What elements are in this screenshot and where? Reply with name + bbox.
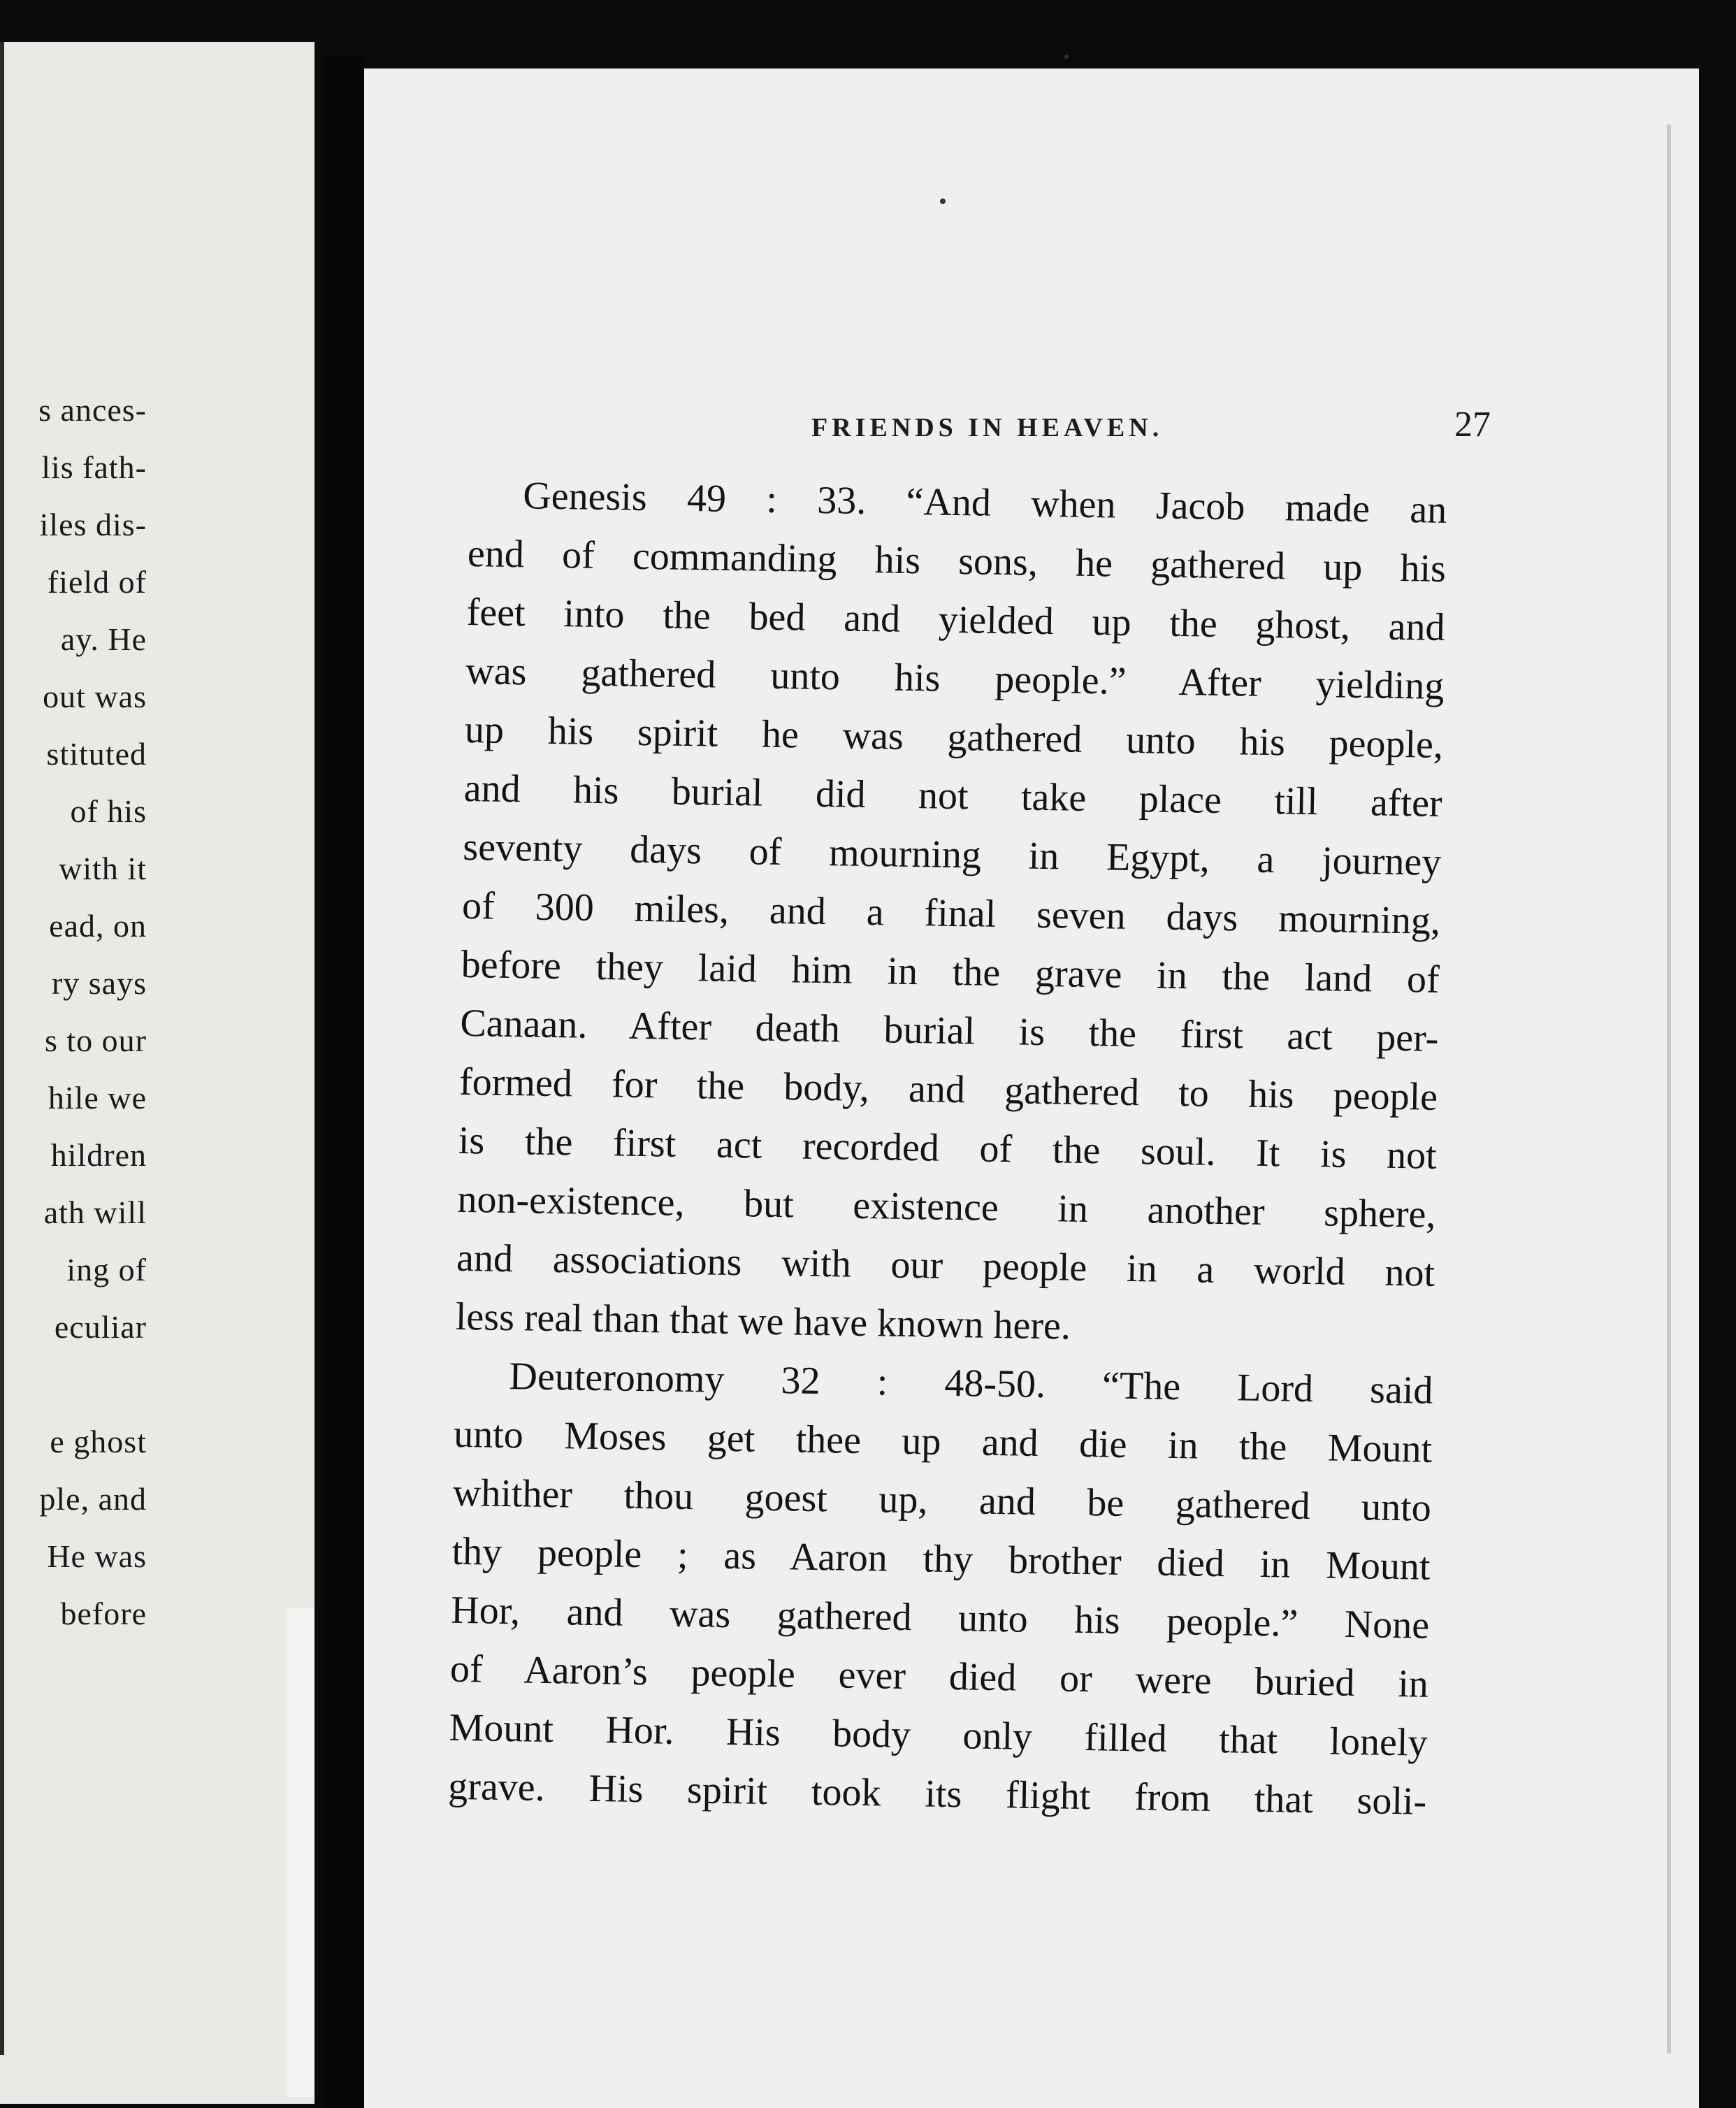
left-fragment: ead, on	[49, 908, 147, 944]
body-text	[447, 467, 1447, 1824]
gutter-strip	[287, 1608, 314, 2097]
running-head: FRIENDS IN HEAVEN.	[811, 413, 1164, 442]
left-fragment: ple, and	[39, 1481, 147, 1517]
body-line: seventy days of mourning in Egypt, a journey	[462, 825, 1442, 884]
body-line: Deuteronomy 32 : 48-50. “The Lord said	[509, 1355, 1433, 1413]
left-fragment: ay. He	[60, 621, 147, 657]
left-fragment: lis fath-	[41, 449, 147, 485]
left-facing-page	[0, 42, 314, 2104]
left-fragment: ry says	[51, 965, 147, 1001]
print-speck	[940, 198, 946, 204]
body-line: end of commanding his sons, he gathered up his	[467, 531, 1447, 591]
left-fragment: hile we	[48, 1080, 147, 1116]
body-line: Genesis 49 : 33. “And when Jacob made an	[522, 474, 1447, 532]
left-fragment: before	[60, 1596, 147, 1631]
body-line: non-existence, but existence in another sphere,	[457, 1177, 1436, 1236]
left-fragment: eculiar	[54, 1309, 147, 1345]
book-spine	[324, 56, 364, 2108]
body-line: unto Moses get thee up and die in the Mount	[453, 1412, 1433, 1471]
right-page	[364, 68, 1699, 2108]
left-fragment: e ghost	[50, 1424, 147, 1459]
left-fragment: stituted	[46, 736, 147, 772]
left-fragment: with it	[59, 851, 147, 886]
left-fragment: He was	[47, 1538, 147, 1574]
body-line: is the first act recorded of the soul. It is not	[458, 1118, 1438, 1178]
left-fragment: ing of	[66, 1252, 147, 1287]
body-line: formed for the body, and gathered to his people	[458, 1060, 1438, 1119]
left-fragment: s ances-	[38, 392, 147, 428]
body-line: of 300 miles, and a final seven days mourning,	[461, 883, 1441, 943]
body-line: whither thou goest up, and be gathered unto	[452, 1471, 1432, 1530]
body-line: before they laid him in the grave in the land of	[461, 942, 1440, 1002]
page-number: 27	[1454, 405, 1491, 445]
body-line: of Aaron’s people ever died or were buried in	[449, 1647, 1429, 1706]
left-fragment: out was	[43, 679, 147, 714]
body-line: Canaan. After death burial is the first act per-	[460, 1001, 1439, 1060]
body-line: and his burial did not take place till after	[463, 766, 1443, 825]
left-fragment: hildren	[50, 1137, 147, 1173]
body-line: Mount Hor. His body only filled that lonely	[449, 1705, 1428, 1765]
body-line: Hor, and was gathered unto his people.” None	[450, 1588, 1430, 1647]
left-fragment: ath will	[43, 1194, 147, 1230]
left-fragment: field of	[47, 564, 147, 600]
left-page-text-fragments	[0, 42, 147, 2104]
left-border-rule	[0, 42, 4, 2055]
left-fragment: of his	[70, 793, 147, 829]
body-line: up his spirit he was gathered unto his people,	[464, 707, 1444, 767]
body-line: less real than that we have known here.	[455, 1294, 1071, 1348]
scan-border-right	[1699, 98, 1736, 2108]
left-fragment: iles dis-	[39, 507, 147, 542]
body-line: and associations with our people in a world not	[456, 1236, 1435, 1295]
body-line: grave. His spirit took its flight from that soli-	[447, 1764, 1427, 1824]
body-line: was gathered unto his people.” After yielding	[465, 649, 1445, 708]
body-line: feet into the bed and yielded up the ghost, and	[466, 590, 1446, 649]
page-header	[364, 348, 1699, 445]
left-fragment: s to our	[45, 1023, 147, 1058]
print-speck	[1064, 55, 1069, 59]
page-edge-shadow	[1667, 124, 1671, 2053]
body-line: thy people ; as Aaron thy brother died in Mount	[451, 1529, 1431, 1589]
